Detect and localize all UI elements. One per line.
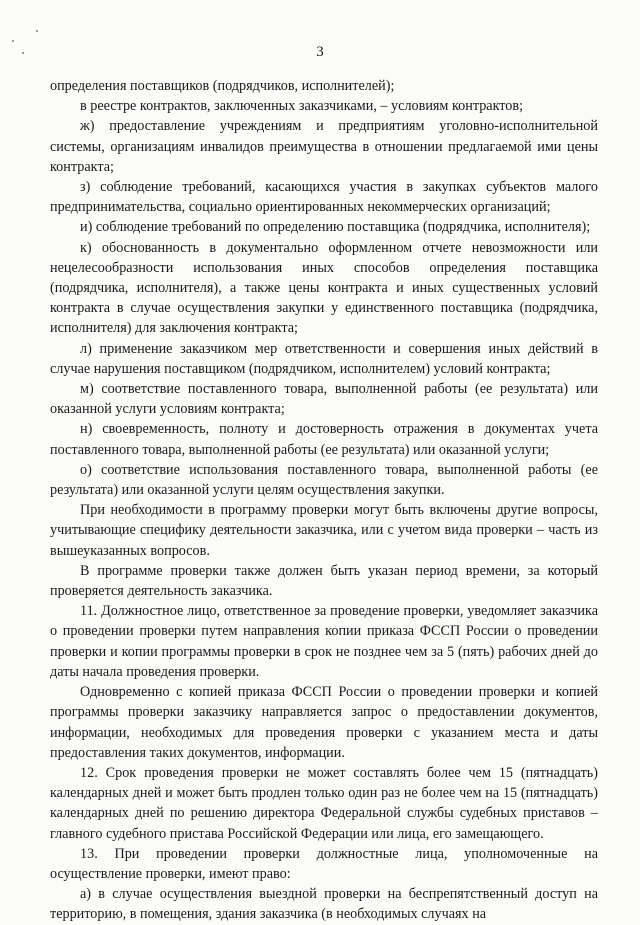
paragraph: При необходимости в программу проверки могут быть включены другие вопросы, учитывающие специфику деятельности заказчика, или с учетом вида проверки – часть из вышеуказанных вопросов. — [50, 502, 598, 559]
document-body — [50, 76, 598, 925]
paragraph: ж) предоставление учреждениям и предприятиям уголовно-исполнительной системы, организациям инвалидов преимущества в отношении предлагаемой ими цены контракта; — [50, 118, 598, 175]
paragraph: н) своевременность, полноту и достоверность отражения в документах учета поставленного товара, выполненной работы (ее результата) или оказанной услуги; — [50, 421, 598, 458]
paragraph: 12. Срок проведения проверки не может составлять более чем 15 (пятнадцать) календарных дней и может быть продлен только один раз не более чем на 15 (пятнадцать) календарных дней по решению директора Федеральной службы судебных приставов – главного судебного пристава Российской Федерации или лица, его замещающего. — [50, 764, 598, 842]
paragraph: 11. Должностное лицо, ответственное за проведение проверки, уведомляет заказчика о проведении проверки путем направления копии приказа ФССП России о проведении проверки и копии программы проверки в срок не позднее чем за 5 (пять) рабочих дней до даты начала проведения проверки. — [50, 603, 598, 680]
paragraph: з) соблюдение требований, касающихся участия в закупках субъектов малого предпринимательства, социально ориентированных некоммерческих организаций; — [50, 179, 598, 216]
paragraph: В программе проверки также должен быть указан период времени, за который проверяется деятельность заказчика. — [50, 562, 598, 600]
paragraph: и) соблюдение требований по определению поставщика (подрядчика, исполнителя); — [80, 219, 591, 236]
scan-speck — [12, 40, 14, 42]
scan-speck — [36, 30, 38, 32]
page-number: 3 — [316, 44, 324, 60]
paragraph: а) в случае осуществления выездной проверки на беспрепятственный доступ на территорию, в помещения, здания заказчика (в необходимых случаях на — [50, 886, 598, 923]
paragraph: о) соответствие использования поставленного товара, выполненной работы (ее результата) или оказанной услуги целям осуществления закупки. — [50, 461, 598, 499]
paragraph: в реестре контрактов, заключенных заказчиками, – условиям контрактов; — [80, 98, 524, 115]
paragraph: Одновременно с копией приказа ФССП России о проведении проверки и копией программы проверки заказчику направляется запрос о предоставлении документов, информации, необходимых для проведения проверки с указанием места и даты предоставления таких документов, информации. — [50, 684, 598, 761]
paragraph: л) применение заказчиком мер ответственности и совершения иных действий в случае нарушения поставщиком (подрядчиком, исполнителем) условий контракта; — [50, 340, 598, 377]
paragraph: 13. При проведении проверки должностные лица, уполномоченные на осуществление проверки, имеют право: — [50, 845, 598, 882]
paragraph: определения поставщиков (подрядчиков, исполнителей); — [50, 78, 395, 94]
paragraph: м) соответствие поставленного товара, выполненной работы (ее результата) или оказанной услуги условиям контракта; — [50, 381, 598, 418]
paragraph: к) обоснованность в документально оформленном отчете невозможности или нецелесообразности использования иных способов определения поставщика (подрядчика, исполнителя), а также цены контракта и иных существенных условий контракта в случае осуществления закупки у единственного поставщика (подрядчика, исполнителя) для заключения контракта; — [50, 239, 598, 337]
